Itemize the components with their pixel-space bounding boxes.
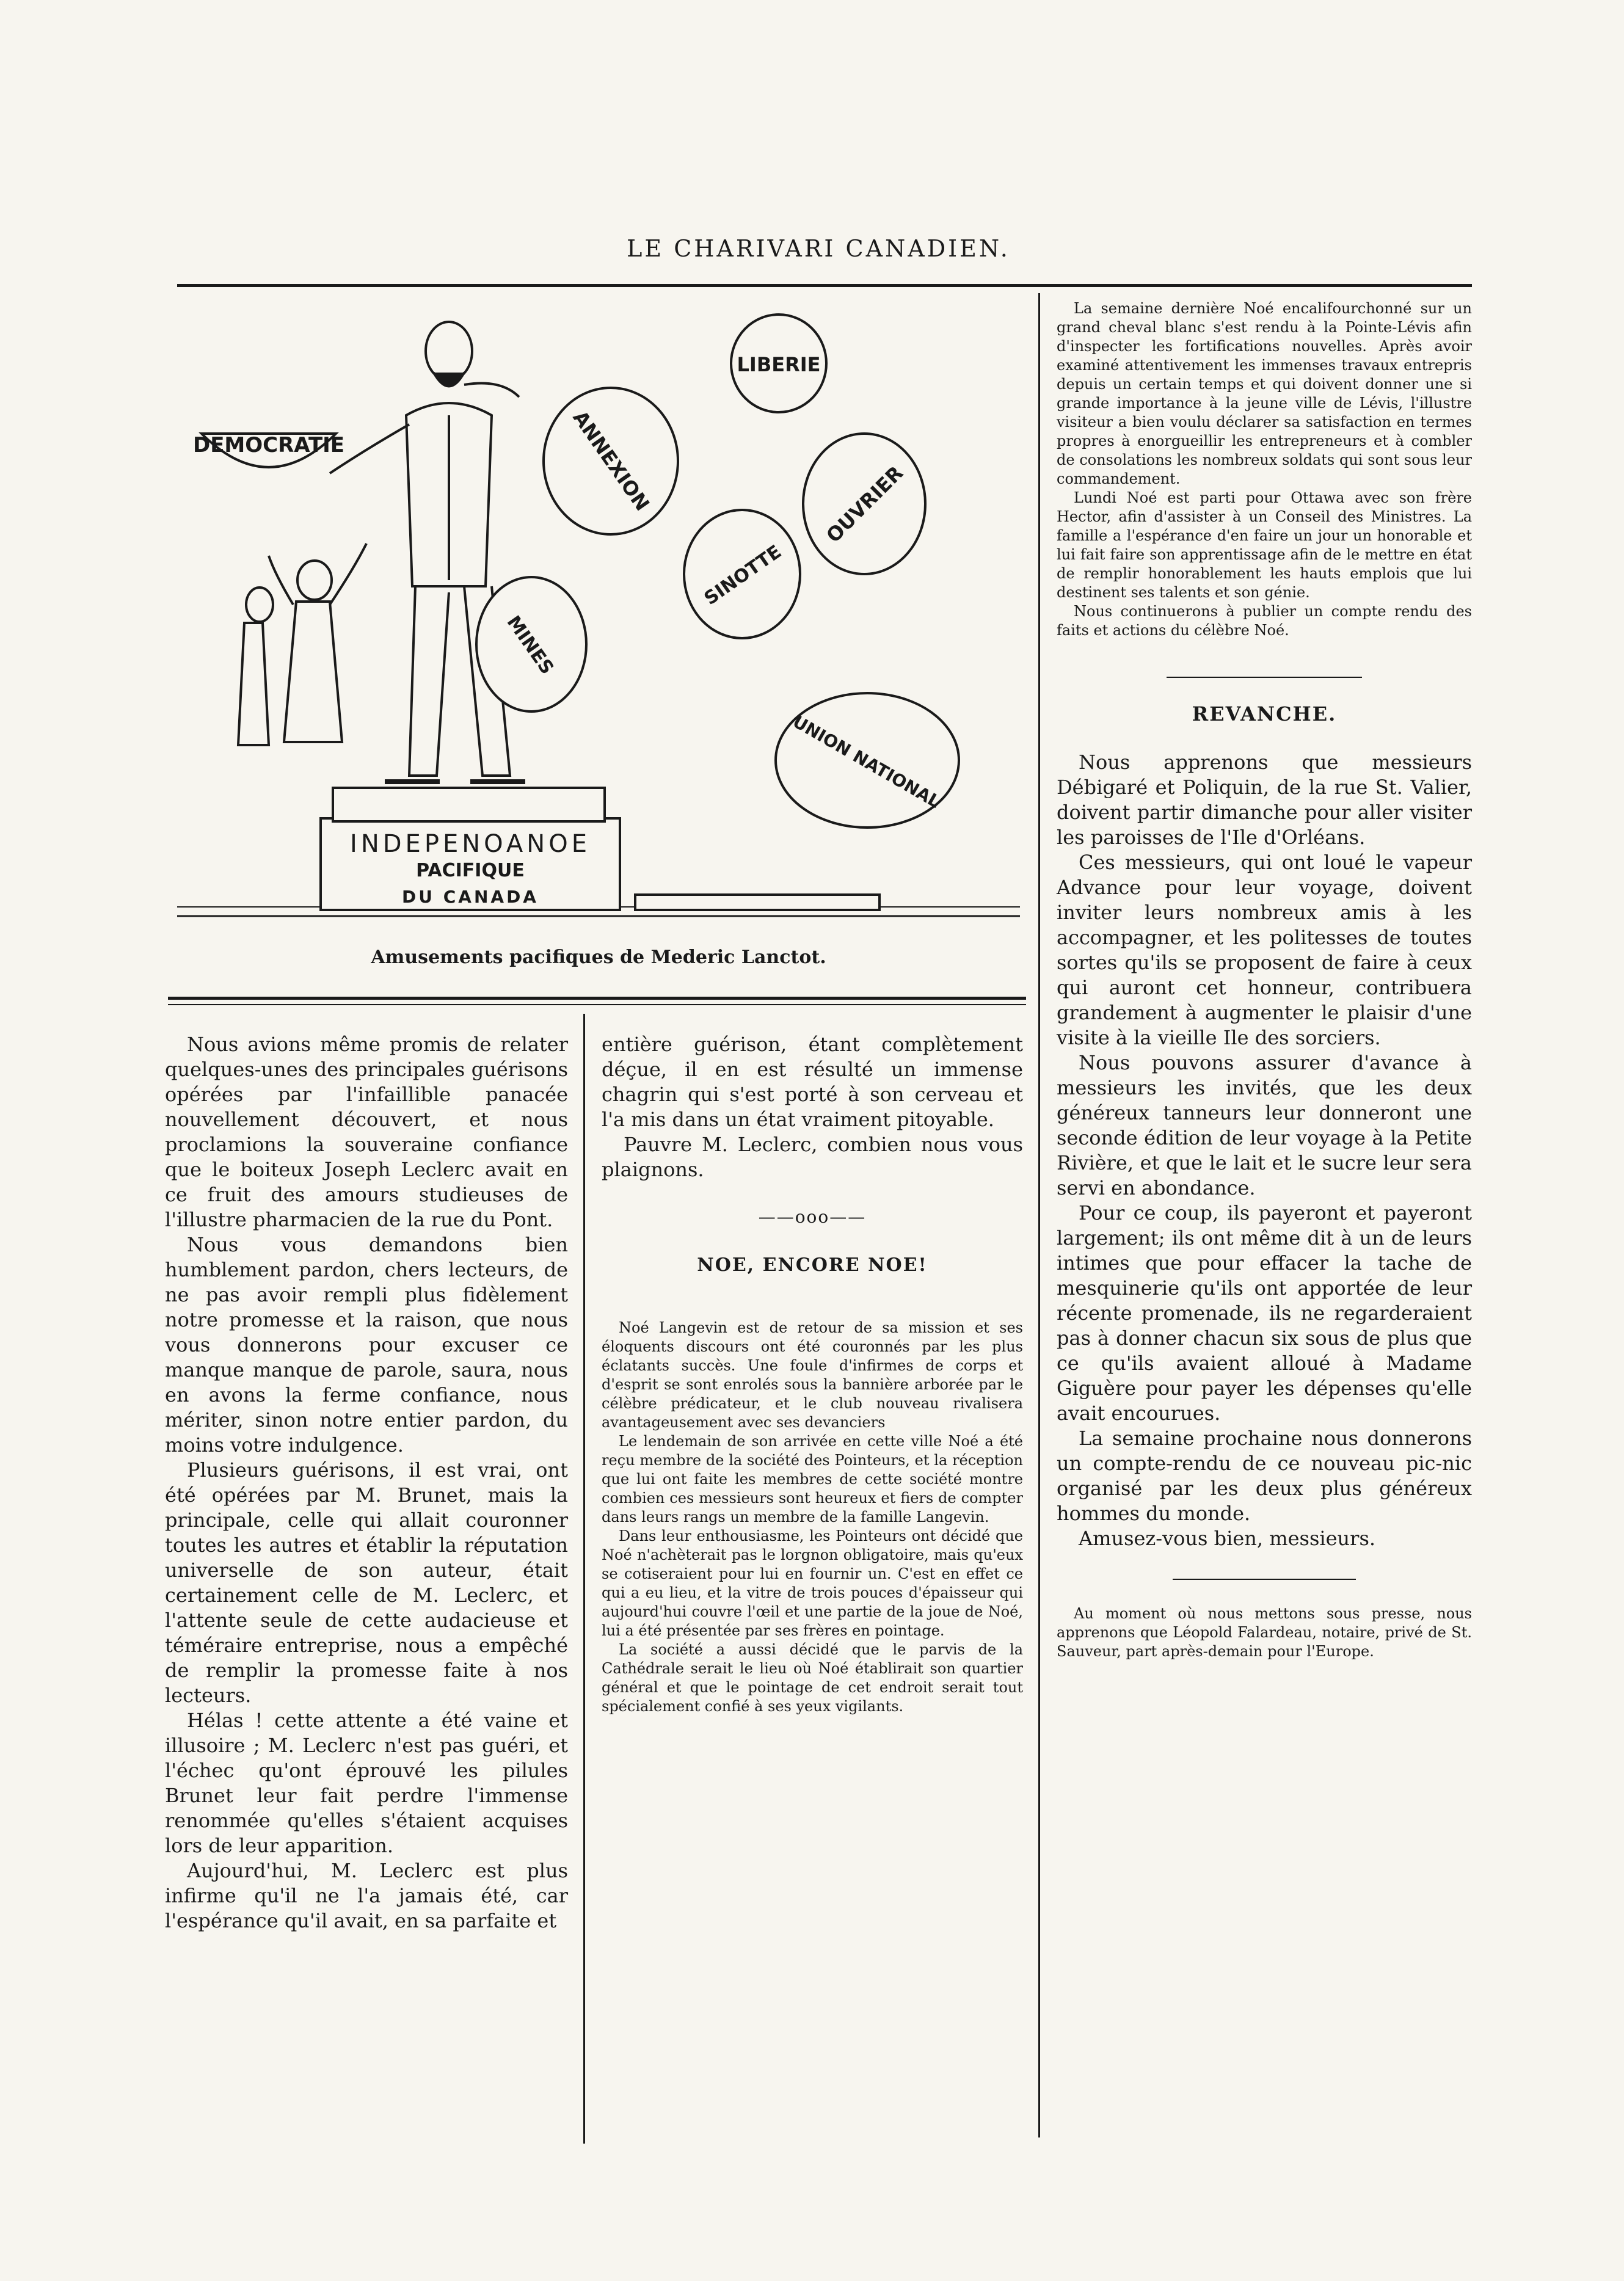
col1-paragraph: Nous vous demandons bien humblement pardon, chers lecteurs, de ne pas avoir rempli plus fidèlement notre promesse et la raison, que nous vous donnerons pour excuser ce manque manque de parole, saura, nous en avons la ferme confiance, nous mériter, sinon notre entier pardon, du moins votre indulgence. [165, 1233, 568, 1457]
col1-paragraph: Nous avions même promis de relater quelques-unes des principales guérisons opérées par l'infaillible panacée nouvellement découvert, et nous proclamions la souveraine confiance que le boiteux Joseph Leclerc avait en ce fruit des amours studieuses de l'illustre pharmacien de la rue du Pont. [165, 1033, 568, 1231]
noe-paragraph: La société a aussi décidé que le parvis de la Cathédrale serait le lieu où Noé établirait son quartier général et que le pointage de cet endroit serait tout spécialement confié à ses yeux vigilants. [602, 1641, 1023, 1715]
newspaper-title: LE CHARIVARI CANADIEN. [627, 235, 1010, 262]
pedestal-line-2: PACIFIQUE [416, 860, 525, 881]
short-rule [1173, 1579, 1356, 1580]
header-rule [177, 284, 1472, 287]
pedestal-line-1: INDEPENOANOE [350, 830, 591, 858]
bubble-union-national: UNION NATIONAL [789, 711, 944, 812]
revanche-paragraph: Pour ce coup, ils payeront et payeront largement; ils ont même dit à un de leurs intimes que pour effacer la tache de mesquinerie qu'ils ont apportée de leur récente promenade, ils ne regarderaient pas à donner chacun six sous de plus que ce qu'ils avaient alloué à Madame Giguère pour payer les dépenses qu'elle avait encourues. [1057, 1201, 1472, 1425]
revanche-paragraph: La semaine prochaine nous donnerons un compte-rendu de ce nouveau pic-nic organisé par les deux plus généreux hommes du monde. [1057, 1427, 1472, 1525]
revanche-paragraph: Nous apprenons que messieurs Débigaré et Poliquin, de la rue St. Valier, doivent partir dimanche pour aller visiter les paroisses de l'Ile d'Orléans. [1057, 751, 1472, 849]
col3-paragraph: La semaine dernière Noé encalifourchonné sur un grand cheval blanc s'est rendu à la Pointe-Lévis afin d'inspecter les fortifications nouvelles. Après avoir examiné attentivement les immenses travaux entrepris depuis un certain temps et qui doivent donner une si grande importance à la jeune ville de Lévis, l'illustre visiteur a bien voulu déclarer sa satisfaction en termes propres à enorgueillir les entrepreneurs et à combler de consolations les nombreux soldats qui sont sous leur commandement. [1057, 300, 1472, 487]
revanche-paragraph: Amusez-vous bien, messieurs. [1079, 1527, 1376, 1550]
col2-paragraph: entière guérison, étant complètement déçue, il en est résulté un immense chagrin qui s'est porté à son cerveau et l'a mis dans un état vraiment pitoyable. [602, 1033, 1023, 1131]
col1-paragraph: Aujourd'hui, M. Leclerc est plus infirme qu'il ne l'a jamais été, car l'espérance qu'il avait, en sa parfaite et [165, 1859, 568, 1932]
col3-paragraph: Nous continuerons à publier un compte rendu des faits et actions du célèbre Noé. [1057, 603, 1472, 639]
bubble-mines: MINES [502, 612, 558, 678]
pedestal-line-3: DU CANADA [402, 887, 539, 907]
noe-paragraph: Noé Langevin est de retour de sa mission et ses éloquents discours ont été couronnés par les plus éclatants succès. Une foule d'infirmes de corps et d'esprit se sont enrolés sous la bannière arborée par le célèbre prédicateur, et le club nouveau rivalisera avantageusement avec ses devanciers [602, 1319, 1023, 1431]
column-2 [602, 1032, 1023, 1716]
section-rule-thin [168, 1004, 1026, 1005]
revanche-paragraph: Nous pouvons assurer d'avance à messieurs les invités, que les deux généreux tanneurs leur donneront une seconde édition de leur voyage à la Petite Rivière, et que le lait et le sucre leur sera servi en abondance. [1057, 1051, 1472, 1199]
bubble-annexion: ANNEXION [568, 406, 655, 515]
separator: ——ooo—— [758, 1207, 867, 1227]
bubble-ouvrier: OUVRIER [821, 461, 908, 548]
illustration-cartoon [177, 293, 1020, 928]
short-rule [1167, 677, 1362, 678]
col3-paragraph: Lundi Noé est parti pour Ottawa avec son frère Hector, afin d'assister à un Conseil des Ministres. La famille a l'espérance d'en faire un jour un honorable et lui fait faire son apprentissage afin de le mettre en état de remplir honorablement les hauts emplois que lui destinent ses talents et son génie. [1057, 489, 1472, 601]
column-1 [165, 1032, 568, 1934]
article-title-noe: NOE, ENCORE NOE! [697, 1254, 928, 1276]
section-rule [168, 997, 1026, 1000]
noe-paragraph: Dans leur enthousiasme, les Pointeurs ont décidé que Noé n'achèterait pas le lorgnon obligatoire, mais qu'eux se cotiseraient pour lui en fournir un. C'est en effet ce qui a eu lieu, et la vitre de trois pouces d'épaisseur qui aujourd'hui couvre l'œil et une partie de la joue de Noé, lui a été présentée par ses frères en pointage. [602, 1527, 1023, 1639]
illustration-caption: Amusements pacifiques de Mederic Lanctot. [371, 947, 826, 968]
bowl-label: DEMOCRATIE [192, 433, 345, 457]
column-rule-2 [1038, 293, 1040, 2137]
col1-paragraph: Hélas ! cette attente a été vaine et illusoire ; M. Leclerc n'est pas guéri, et l'échec qu'ont éprouvé les pilules Brunet leur fait perdre l'immense renommée qu'elles s'étaient acquises lors de leur apparition. [165, 1709, 568, 1857]
noe-paragraph: Le lendemain de son arrivée en cette ville Noé a été reçu membre de la société des Pointeurs, et la réception que lui ont faite les membres de cette société montre combien ces messieurs sont heureux et fiers de compter dans leurs rangs un membre de la famille Langevin. [602, 1433, 1023, 1526]
column-rule-1 [583, 1014, 585, 2144]
bubble-sinotte: SINOTTE [700, 540, 786, 610]
bubble-liberie: LIBERIE [737, 353, 821, 376]
article-title-revanche: REVANCHE. [1192, 702, 1337, 726]
col2-paragraph: Pauvre M. Leclerc, combien nous vous plaignons. [602, 1133, 1023, 1181]
col1-paragraph: Plusieurs guérisons, il est vrai, ont été opérées par M. Brunet, mais la principale, celle qui allait couronner toutes les autres et établir la réputation universelle de son auteur, était certainement celle de M. Leclerc, et l'attente seule de cette audacieuse et téméraire entreprise, nous a empêché de remplir la promesse faite à nos lecteurs. [165, 1458, 568, 1707]
revanche-paragraph: Ces messieurs, qui ont loué le vapeur Advance pour leur voyage, doivent inviter leurs nombreux amis à les accompagner, et les politesses de toutes sortes qu'ils se proposent de faire à ceux qui auront cet honneur, contribuera grandement à augmenter le plaisir d'une visite à la vieille Ile des sorciers. [1057, 851, 1472, 1049]
column-3 [1057, 299, 1472, 1661]
press-note: Au moment où nous mettons sous presse, nous apprenons que Léopold Falardeau, notaire, privé de St. Sauveur, part après-demain pour l'Europe. [1057, 1605, 1472, 1660]
